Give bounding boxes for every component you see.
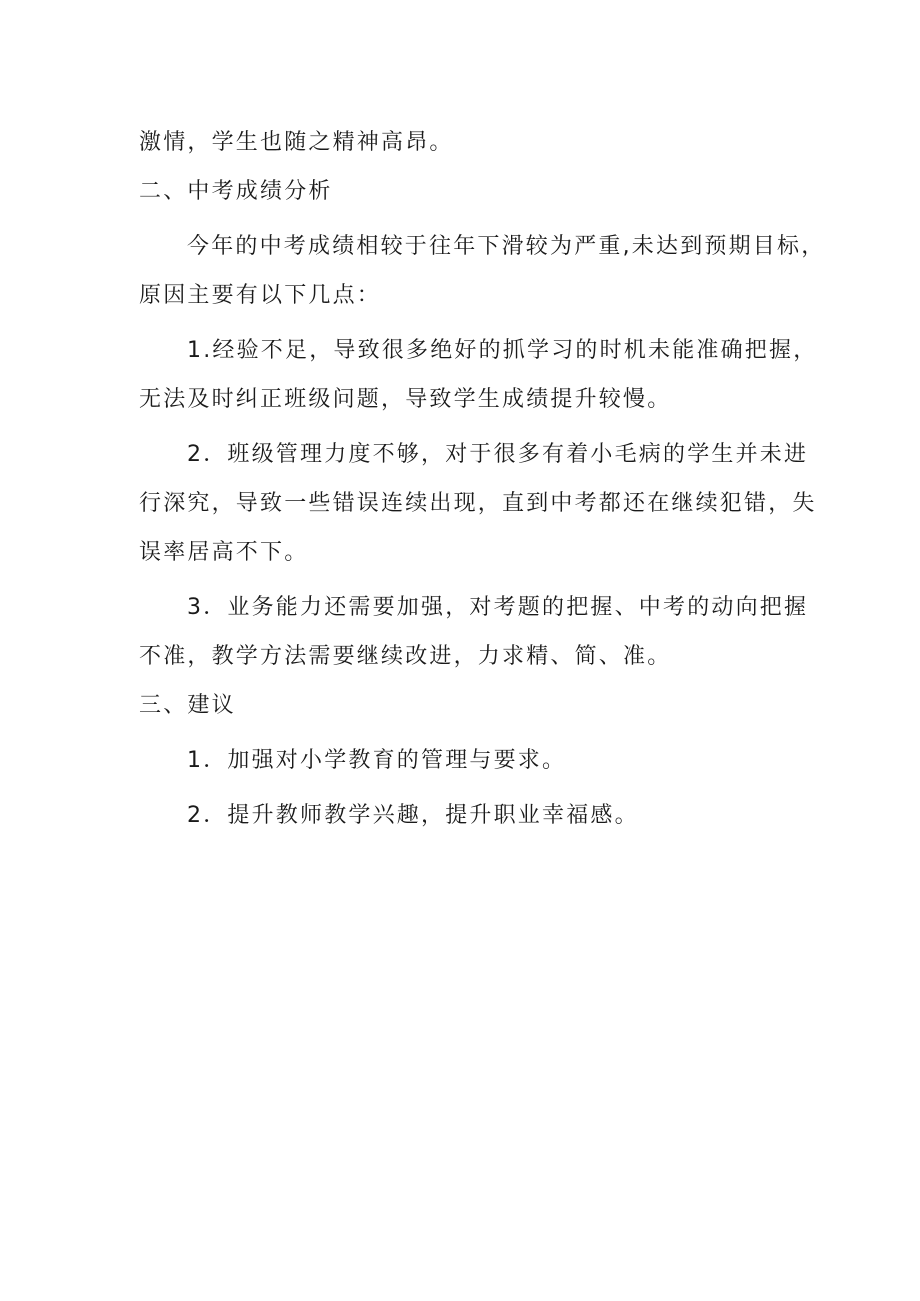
point3-paragraph [139,583,809,681]
section2-heading: 二、中考成绩分析 [139,179,333,204]
suggestion1-line: 1．加强对小学教育的管理与要求。 [187,748,567,773]
section2-intro-line2: 原因主要有以下几点： [139,283,382,308]
intro-tail-paragraph [139,118,789,167]
point2-line3: 误率居高不下。 [139,540,309,565]
point1-paragraph [139,326,818,424]
suggestion1-paragraph [139,736,789,785]
point1-line2: 无法及时纠正班级问题，导致学生成绩提升较慢。 [139,387,672,412]
point1-line1: 1.经验不足，导致很多绝好的抓学习的时机未能准确把握， [187,338,818,363]
suggestion2-line: 2．提升教师教学兴趣，提升职业幸福感。 [187,803,639,828]
suggestion2-paragraph [139,791,789,840]
point3-line1: 3．业务能力还需要加强，对考题的把握、中考的动向把握 [187,595,809,620]
intro-tail-line: 激情，学生也随之精神高昂。 [139,130,454,155]
section2-intro-paragraph [139,222,826,320]
point2-line2: 行深究，导致一些错误连续出现，直到中考都还在继续犯错，失 [139,491,817,516]
document-body [139,118,826,840]
section2-intro-line1: 今年的中考成绩相较于往年下滑较为严重,未达到预期目标， [187,234,826,259]
section3-heading: 三、建议 [139,693,236,718]
point3-line2: 不准，教学方法需要继续改进，力求精、简、准。 [139,644,672,669]
point2-paragraph [139,430,817,577]
point2-line1: 2．班级管理力度不够，对于很多有着小毛病的学生并未进 [187,442,809,467]
